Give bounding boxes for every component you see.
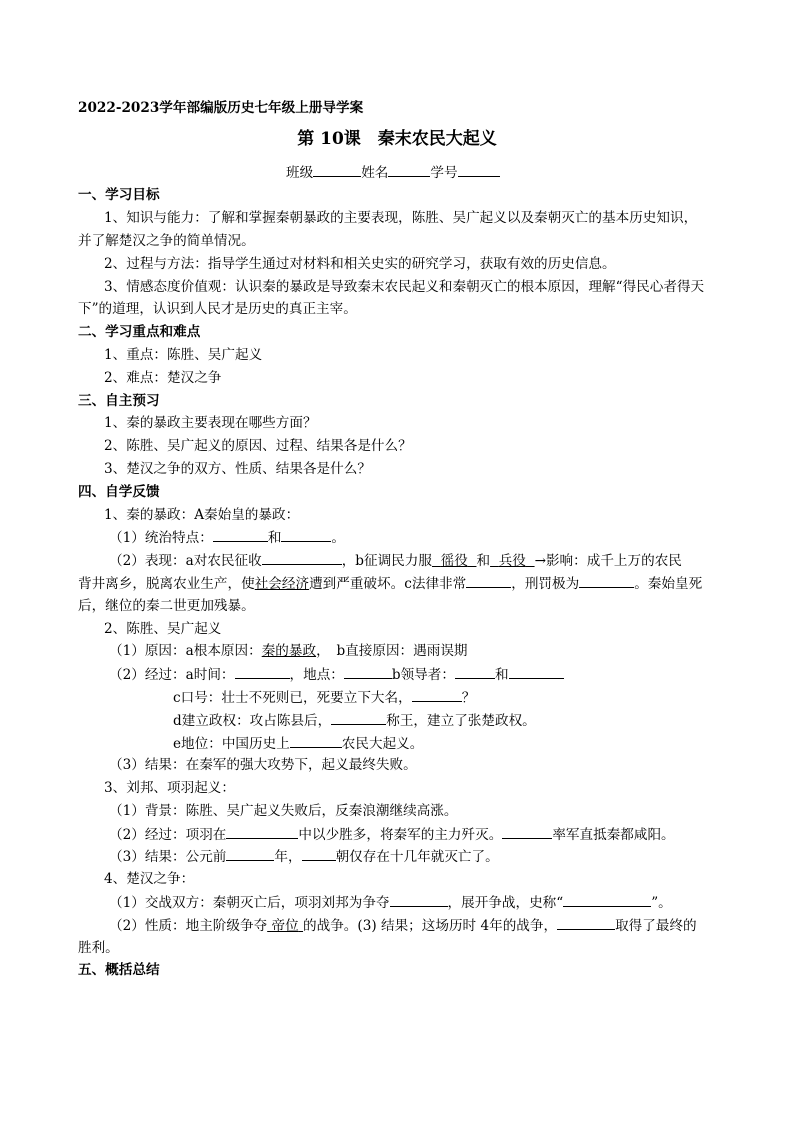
answer-blank[interactable]	[302, 846, 336, 861]
feedback-line-7: （1）原因：a根本原因：秦的暴政， b直接原因：遇雨误期	[109, 643, 468, 659]
number-field[interactable]	[458, 162, 500, 177]
feedback-line-20: 胜利。	[78, 940, 119, 956]
answer-blank[interactable]	[563, 892, 651, 907]
feedback-line-8: （2）经过：a时间： ，地点： b领导者： 和	[109, 664, 759, 685]
answer-blank[interactable]	[262, 550, 342, 565]
feedback-line-2: （1）统治特点： 和 。	[109, 527, 759, 548]
objective-3a: 3、情感态度价值观：认识秦的暴政是导致秦末农民起义和秦朝灭亡的根本原因，理解“得民心者得天	[104, 279, 705, 295]
answer-blank[interactable]	[281, 527, 331, 542]
difficult-point: 2、难点：楚汉之争	[104, 370, 222, 386]
feedback-line-1: 1、秦的暴政：A秦始皇的暴政：	[104, 507, 300, 523]
student-info	[286, 162, 794, 183]
feedback-line-11: e地位：中国历史上 农民大起义。	[173, 733, 794, 754]
objective-3b: 下”的道理，认识到人民才是历史的真正主宰。	[78, 301, 357, 317]
underlined-answer: 徭役	[440, 553, 468, 569]
objective-2: 2、过程与方法：指导学生通过对材料和相关史实的研究学习，获取有效的历史信息。	[104, 256, 616, 272]
preview-question-2: 2、陈胜、吴广起义的原因、过程、结果各是什么？	[104, 438, 412, 454]
answer-blank[interactable]	[235, 664, 290, 679]
feedback-line-17: 4、楚汉之争：	[104, 871, 195, 887]
feedback-line-15: （2）经过：项羽在 中以少胜多，将秦军的主力歼灭。 率军直抵秦都咸阳。	[109, 824, 759, 845]
answer-blank[interactable]	[213, 527, 268, 542]
feedback-line-9: c口号：壮士不死则已，死要立下大名， ？	[173, 687, 794, 708]
answer-blank[interactable]	[290, 733, 342, 748]
class-label: 班级	[286, 165, 314, 181]
section-heading-feedback: 四、自学反馈	[78, 484, 160, 500]
feedback-line-6: 2、陈胜、吴广起义	[104, 621, 222, 637]
number-label: 学号	[430, 165, 458, 181]
lesson-title: 第 10课 秦末农民大起义	[297, 129, 497, 149]
underlined-answer: 秦的暴政	[261, 643, 317, 659]
feedback-line-16: （3）结果：公元前 年， 朝仅存在十几年就灭亡了。	[109, 846, 759, 867]
answer-blank[interactable]	[331, 710, 386, 725]
answer-blank[interactable]	[412, 687, 462, 702]
objective-1a: 1、知识与能力：了解和掌握秦朝暴政的主要表现，陈胜、吴广起义以及秦朝灭亡的基本历史知识，	[104, 210, 698, 226]
answer-blank[interactable]	[509, 664, 564, 679]
feedback-line-13: 3、刘邦、项羽起义：	[104, 780, 235, 796]
answer-blank[interactable]	[466, 573, 511, 588]
answer-blank[interactable]	[502, 824, 552, 839]
section-heading-key-points: 二、学习重点和难点	[78, 324, 201, 340]
underlined-answer: 帝位	[271, 918, 299, 934]
feedback-line-3: （2）表现：a对农民征收 ，b征调民力服 徭役 和 兵役 →影响：成千上万的农民	[109, 550, 759, 571]
preview-question-3: 3、楚汉之争的双方、性质、结果各是什么？	[104, 461, 371, 477]
feedback-line-5: 后，继位的秦二世更加残暴。	[78, 598, 255, 614]
feedback-line-4: 背井离乡，脱离农业生产，使社会经济遭到严重破坏。c法律非常 ，刑罚极为 。秦始皇死	[78, 573, 728, 594]
feedback-line-12: （3）结果：在秦军的强大攻势下，起义最终失败。	[109, 757, 417, 773]
underlined-answer: 社会经济	[254, 576, 310, 592]
name-field[interactable]	[388, 162, 430, 177]
objective-1b: 并了解楚汉之争的简单情况。	[78, 233, 255, 249]
feedback-line-18: （1）交战双方：秦朝灭亡后，项羽刘邦为争夺 ，展开争战，史称“ ”。	[109, 892, 759, 913]
feedback-line-19: （2）性质：地主阶级争夺 帝位 的战争。(3) 结果；这场历时 4年的战争， 取得了最终的	[109, 915, 759, 936]
section-heading-objectives: 一、学习目标	[78, 187, 160, 203]
feedback-line-14: （1）背景：陈胜、吴广起义失败后，反秦浪潮继续高涨。	[109, 803, 458, 819]
class-field[interactable]	[313, 162, 361, 177]
answer-blank[interactable]	[390, 892, 448, 907]
underlined-answer: 兵役	[498, 553, 526, 569]
section-heading-summary: 五、概括总结	[78, 962, 160, 978]
key-point: 1、重点：陈胜、吴广起义	[104, 347, 263, 363]
course-title: 2022-2023学年部编版历史七年级上册导学案	[78, 100, 364, 116]
answer-blank[interactable]	[557, 915, 615, 930]
section-heading-preview: 三、自主预习	[78, 393, 160, 409]
name-label: 姓名	[361, 165, 389, 181]
answer-blank[interactable]	[344, 664, 392, 679]
answer-blank[interactable]	[579, 573, 634, 588]
answer-blank[interactable]	[226, 846, 274, 861]
answer-blank[interactable]	[226, 824, 298, 839]
feedback-line-10: d建立政权：攻占陈县后， 称王，建立了张楚政权。	[173, 710, 794, 731]
answer-blank[interactable]	[455, 664, 495, 679]
preview-question-1: 1、秦的暴政主要表现在哪些方面？	[104, 415, 317, 431]
